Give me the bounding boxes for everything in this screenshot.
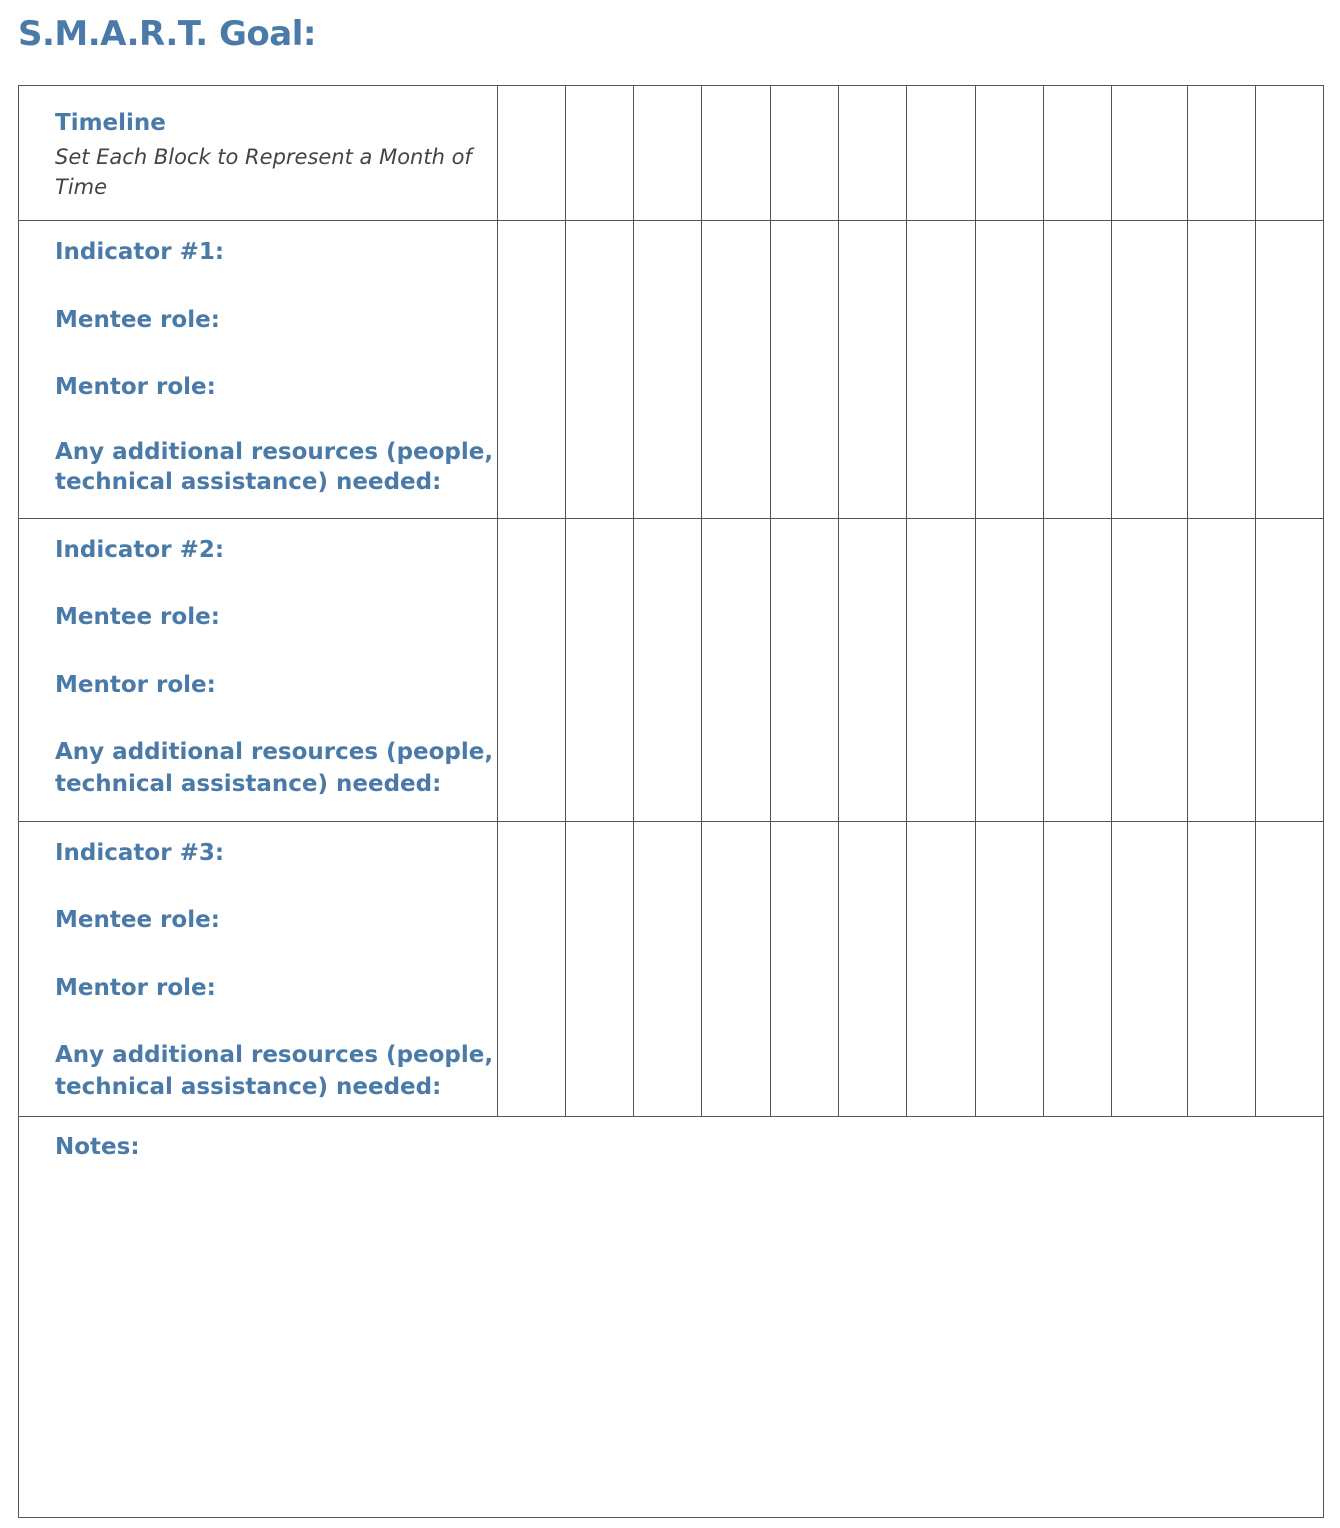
month-column-divider xyxy=(1043,86,1044,1116)
row-divider xyxy=(19,1116,1323,1117)
month-column-divider xyxy=(1187,86,1188,1116)
indicator-1-label: Indicator #1: xyxy=(55,239,225,265)
row-divider xyxy=(19,821,1323,822)
month-column-divider xyxy=(838,86,839,1116)
month-column-divider xyxy=(906,86,907,1116)
indicator-1-resources-line2: technical assistance) needed: xyxy=(55,469,442,495)
month-column-divider xyxy=(565,86,566,1116)
row-divider xyxy=(19,518,1323,519)
indicator-2-mentee-role: Mentee role: xyxy=(55,604,220,630)
month-column-divider xyxy=(633,86,634,1116)
indicator-3-mentor-role: Mentor role: xyxy=(55,975,216,1001)
indicator-3-resources-line2: technical assistance) needed: xyxy=(55,1074,442,1100)
smart-goal-table xyxy=(18,85,1324,1518)
page-title: S.M.A.R.T. Goal: xyxy=(18,14,316,54)
indicator-2-mentor-role: Mentor role: xyxy=(55,672,216,698)
month-column-divider xyxy=(1255,86,1256,1116)
month-column-divider xyxy=(701,86,702,1116)
indicator-3-mentee-role: Mentee role: xyxy=(55,907,220,933)
indicator-3-resources-line1: Any additional resources (people, xyxy=(55,1042,494,1068)
indicator-3-label: Indicator #3: xyxy=(55,840,225,866)
timeline-subtitle: Set Each Block to Represent a Month of Time xyxy=(55,145,472,199)
row-divider xyxy=(19,220,1323,221)
indicator-1-mentor-role: Mentor role: xyxy=(55,374,216,400)
month-column-divider xyxy=(497,86,498,1116)
indicator-2-resources-line2: technical assistance) needed: xyxy=(55,771,442,797)
month-column-divider xyxy=(770,86,771,1116)
indicator-2-label: Indicator #2: xyxy=(55,537,225,563)
timeline-label: Timeline xyxy=(55,110,166,136)
indicator-2-resources-line1: Any additional resources (people, xyxy=(55,739,494,765)
month-column-divider xyxy=(1111,86,1112,1116)
month-column-divider xyxy=(975,86,976,1116)
notes-label: Notes: xyxy=(55,1134,140,1160)
indicator-1-resources-line1: Any additional resources (people, xyxy=(55,439,494,465)
indicator-1-mentee-role: Mentee role: xyxy=(55,307,220,333)
